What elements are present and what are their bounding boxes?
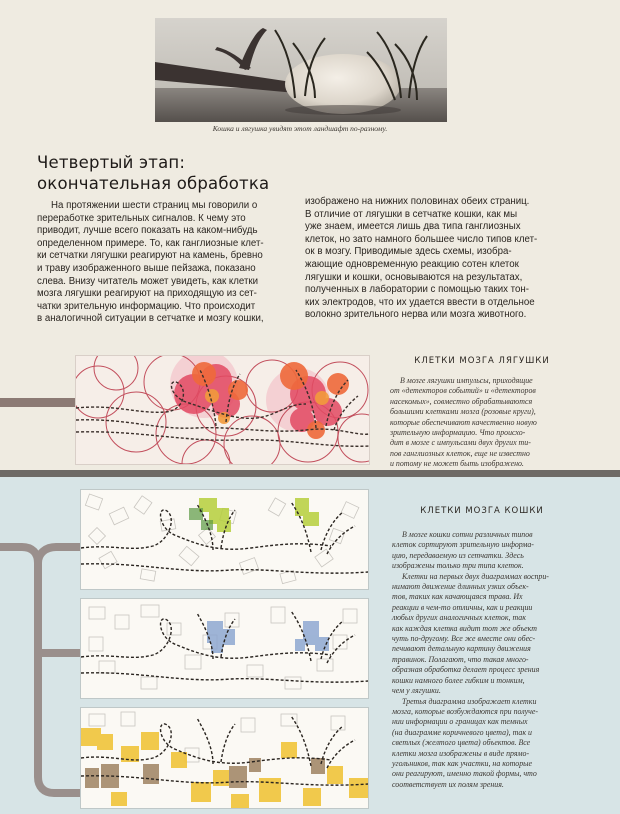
cat-desc-line: светлых (желтого цвета) объектов. Все (392, 738, 531, 748)
body-line: В отличие от лягушки в сетчатке кошки, как мы (305, 208, 518, 220)
cat-cells-illustration-2 (81, 599, 368, 698)
frog-desc-line: В мозге лягушки импульсы, приходящие (400, 376, 533, 385)
cat-section-description (392, 530, 564, 790)
frog-desc-line: дит в мозге с импульсами двух других ти- (390, 438, 531, 448)
cat-desc-line: как каждая клетка видит тот же объект (392, 623, 537, 633)
body-line: слева. Внизу читатель может увидеть, как клетки (37, 275, 259, 287)
frog-cells-illustration (76, 356, 369, 464)
cat-diagram-motion-2 (80, 598, 369, 699)
cat-desc-line: соответствует их полям зрения. (392, 779, 504, 789)
body-line: волокно зрительного нерва или мозга животного. (305, 309, 527, 321)
cat-cells-illustration-1 (81, 490, 368, 589)
cat-diagram-motion-1 (80, 489, 369, 590)
frog-brain-diagram (75, 355, 370, 465)
frog-desc-line: которые обеспечивают качественно новую (390, 417, 537, 427)
frog-desc-line: насекомых», совместно обрабатываются (390, 396, 533, 406)
cat-desc-line: чем у лягушки. (392, 686, 441, 696)
cat-desc-line: чуть по-другому. Все же вместе они обес- (392, 634, 536, 644)
cat-desc-line: нии информации о границах как темных (392, 717, 528, 727)
body-line: ок в мозгу. Приводимые здесь схемы, изобра- (305, 246, 512, 258)
frog-section-title: КЛЕТКИ МОЗГА ЛЯГУШКИ (414, 356, 550, 366)
cat-desc-line: печивают детальную картину движения (392, 644, 531, 654)
cat-desc-line: цию, передаваемую из сетчатки. Здесь (392, 550, 524, 560)
cat-desc-line: клеток сортируют зрительную информа- (392, 540, 534, 550)
cat-section-title: КЛЕТКИ МОЗГА КОШКИ (420, 506, 544, 516)
section-divider (0, 470, 620, 477)
frog-desc-line: пов ганглиозных клеток, еще не известно (390, 448, 530, 458)
body-line: определенном примере. То, как ганглиозные клет- (37, 237, 264, 249)
body-line: полученных в лаборатории с помощью таких тон- (305, 284, 529, 296)
cat-desc-line: Третья диаграмма изображает клетки (402, 696, 537, 706)
photo-caption: Кошка и лягушка увидят этот ландшафт по-разному. (212, 124, 388, 133)
frog-connector-band (0, 398, 78, 407)
body-line: мозга лягушки реагируют на приходящую из сет- (37, 288, 257, 300)
cat-desc-line: травинок. Полагают, что такая много- (392, 654, 529, 664)
body-line: в аналогичной ситуации в сетчатке и мозгу кошки, (37, 313, 264, 325)
body-line: лягушки и кошки, основываются на результатах, (305, 271, 523, 283)
cat-desc-line: они реагируют, именно такой формы, что (392, 769, 537, 779)
heading-line-1: Четвертый этап: (37, 153, 186, 172)
body-line: чатки зрительную информацию. Что происходит (37, 300, 256, 312)
heading-line-2: окончательная обработка (37, 174, 270, 193)
cat-desc-line: Клетки на первых двух диаграммах воспри- (402, 571, 549, 581)
body-line: приводит, лучше всего показать на каком-нибудь (37, 225, 258, 237)
cat-desc-line: клетки мозга изображены в виде прямо- (392, 748, 530, 758)
cat-desc-line: мозга, которые возбуждаются при получе- (392, 706, 538, 716)
body-line: ки сетчатки лягушки реагируют на камень, бревно (37, 250, 263, 262)
cat-desc-line: тов, таких как качающаяся трава. Их (392, 592, 523, 602)
frog-desc-line: и потому не может быть изображено. (390, 459, 524, 469)
frog-desc-line: большими клетками мозга (розовые круги), (390, 407, 536, 417)
landscape-illustration (155, 18, 447, 122)
cat-desc-line: изображены только три типа клеток. (392, 561, 524, 571)
body-line: На протяжении шести страниц мы говорили о (51, 200, 258, 211)
body-line: переработке зрительных сигналов. К чему это (37, 212, 246, 224)
body-column-right (305, 196, 567, 322)
body-line: клеток, но зато намного большее число типов клет- (305, 233, 538, 245)
frog-section-description (390, 376, 562, 470)
cat-desc-line: В мозге кошки сотни различных типов (402, 530, 533, 539)
cat-desc-line: кошки намного более гибким и тонким, (392, 675, 525, 685)
cat-desc-line: любых других аналогичных клеток, так (392, 613, 526, 623)
landscape-photo (155, 18, 447, 122)
cat-desc-line: реакции в чем-то отличны, как и реакции (392, 602, 533, 612)
cat-desc-line: угольников, так как участки, на которые (392, 758, 533, 768)
cat-desc-line: нимают движение длинных узких объек- (392, 582, 529, 592)
frog-desc-line: зрительную информацию. Что происхо- (390, 428, 526, 438)
body-line: и траву изображенного выше пейзажа, показано (37, 262, 256, 274)
body-line: жающие одновременную реакцию сотен клеток (305, 258, 519, 270)
cat-cells-illustration-3 (81, 708, 368, 808)
cat-diagram-edges (80, 707, 369, 809)
cat-desc-line: (на диаграмме коричневого цвета), так и (392, 727, 532, 737)
section-heading (37, 152, 337, 194)
frog-desc-line: от «детекторов событий» и «детекторов (390, 386, 536, 396)
body-column-left (37, 200, 299, 326)
body-line: изображено на нижних половинах обеих страниц. (305, 196, 530, 207)
body-line: уже знаем, имеется лишь два типа ганглиозных (305, 221, 521, 233)
cat-desc-line: образная обработка делает процесс зрения (392, 665, 540, 675)
body-line: ких электродов, что их удается ввести в отдельное (305, 296, 535, 308)
